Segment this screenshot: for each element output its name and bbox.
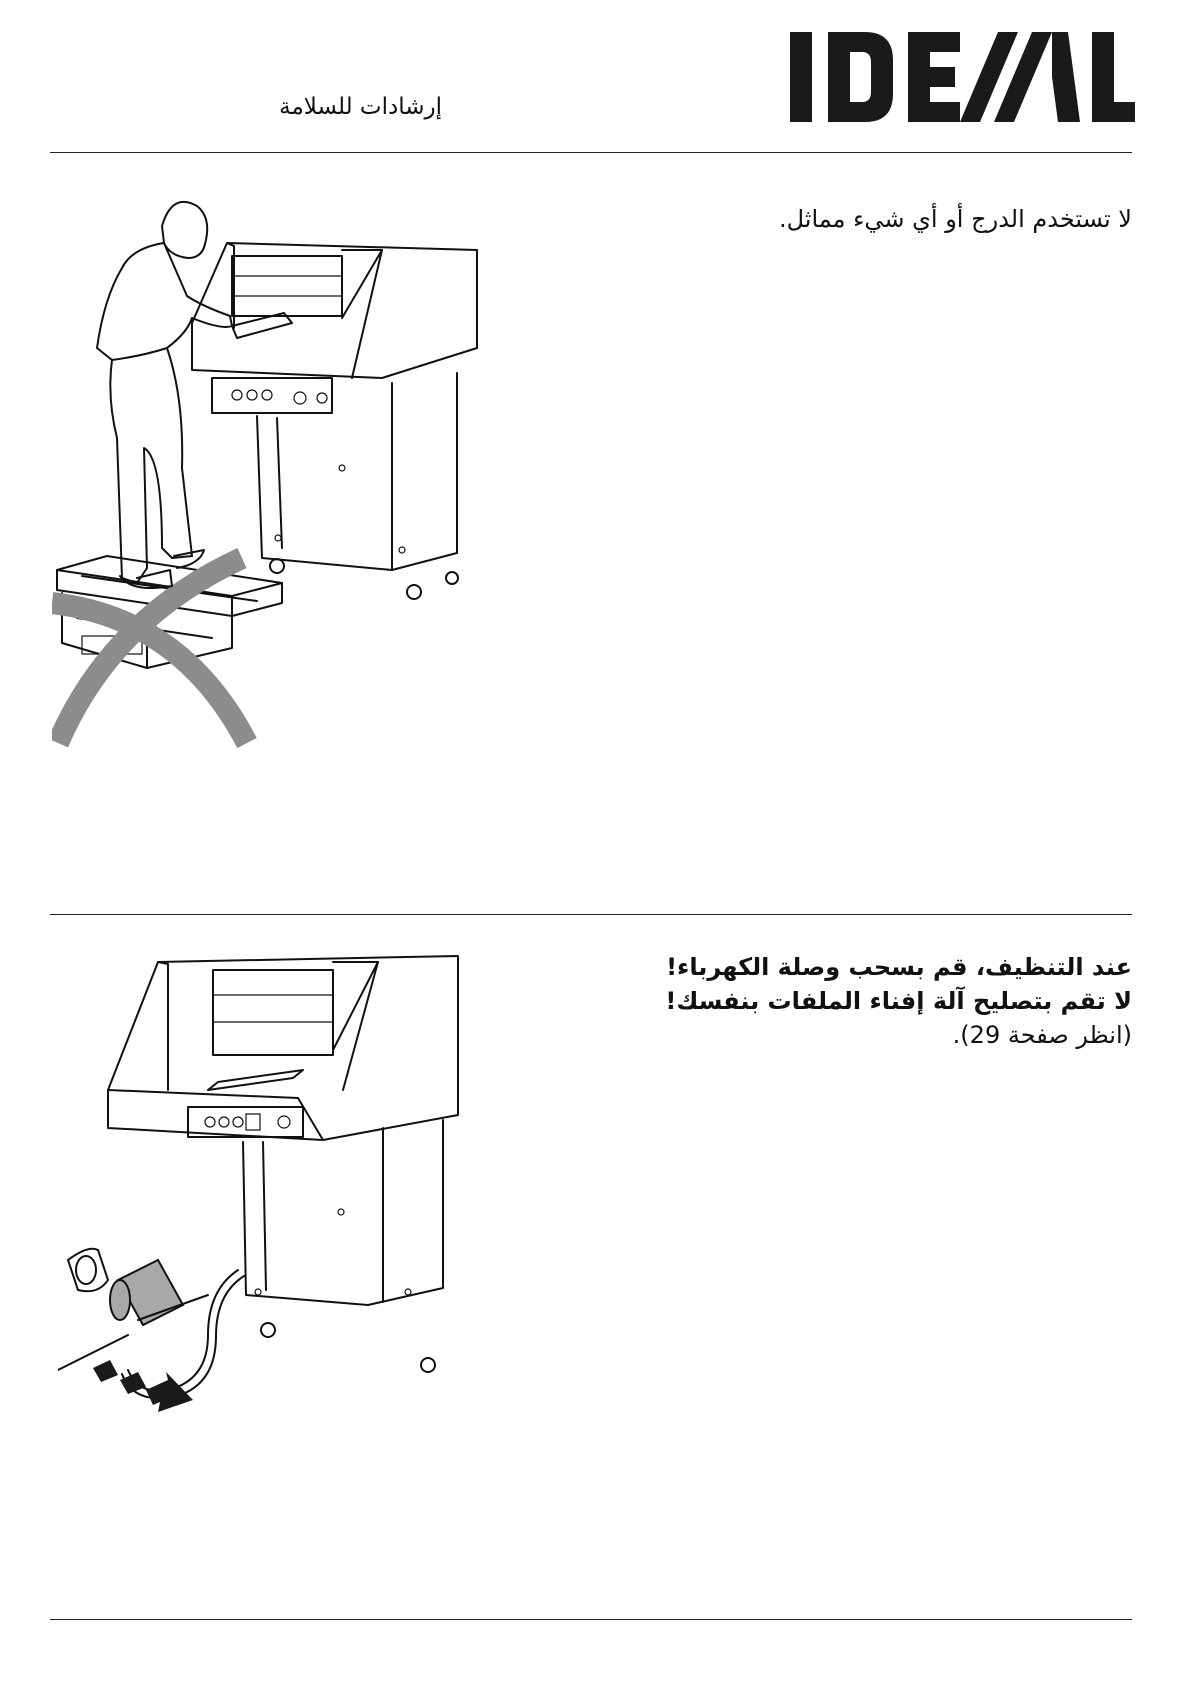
person-icon	[97, 202, 292, 588]
unplug-instruction: عند التنظيف، قم بسحب وصلة الكهرباء!	[666, 953, 1132, 981]
illustration-person-on-pallet	[52, 198, 482, 750]
shredder-machine-icon	[192, 243, 477, 599]
cleaning-warning	[665, 950, 1132, 1052]
no-step-warning: لا تستخدم الدرج أو أي شيء مماثل.	[778, 205, 1132, 233]
power-plug-icon	[58, 1249, 244, 1399]
header-divider	[50, 152, 1132, 153]
no-self-repair-instruction: لا تقم بتصليح آلة إفناء الملفات بنفسك!	[665, 987, 1132, 1015]
pull-direction-arrow-icon	[93, 1360, 193, 1412]
illustration-unplug-machine	[58, 950, 470, 1420]
section-divider	[50, 914, 1132, 915]
section-title: إرشادات للسلامة	[279, 94, 442, 120]
page-reference: (انظر صفحة 29).	[952, 1021, 1132, 1049]
footer-divider	[50, 1619, 1132, 1620]
ideal-logo	[790, 32, 1135, 124]
